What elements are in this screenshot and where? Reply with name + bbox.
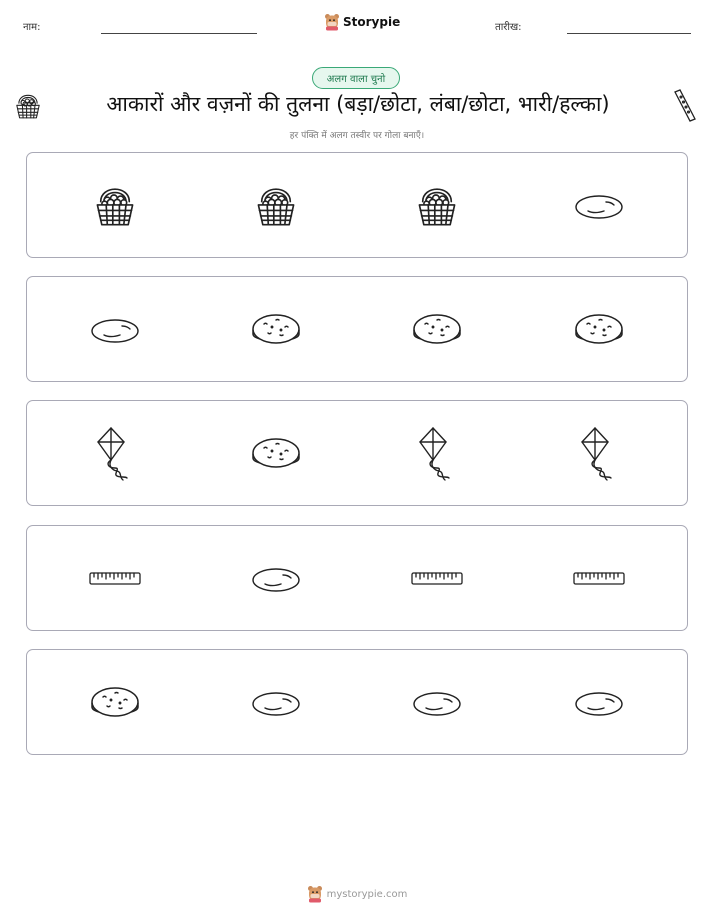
kite-icon <box>417 426 457 482</box>
brand-logo <box>324 13 400 31</box>
bear-mascot-icon <box>307 885 323 903</box>
worksheet-instructions: हर पंक्ति में अलग तस्वीर पर गोला बनाएँ। <box>289 131 425 141</box>
name-label: नाम: <box>23 22 41 33</box>
row-3-item-4[interactable] <box>549 401 649 507</box>
bread-icon <box>412 688 462 718</box>
basket-icon <box>93 181 137 231</box>
row-5-item-4[interactable] <box>549 650 649 756</box>
row-3-item-3[interactable] <box>387 401 487 507</box>
date-label: तारीख: <box>495 22 522 33</box>
row-1-item-3[interactable] <box>387 153 487 259</box>
name-line <box>101 33 257 34</box>
row-2-item-2[interactable] <box>226 277 326 383</box>
row-3-item-1[interactable] <box>65 401 165 507</box>
worksheet-row-1 <box>26 152 688 258</box>
worksheet-row-2 <box>26 276 688 382</box>
row-1-item-2[interactable] <box>226 153 326 259</box>
row-1-item-4[interactable] <box>549 153 649 259</box>
row-5-item-2[interactable] <box>226 650 326 756</box>
row-2-item-1[interactable] <box>65 277 165 383</box>
footer <box>0 885 714 903</box>
worksheet-title: आकारों और वज़नों की तुलना (बड़ा/छोटा, लंबा/छोटा, भारी/हल्का) <box>106 92 610 116</box>
activity-badge: अलग वाला चुनो <box>312 67 400 89</box>
date-line <box>567 33 691 34</box>
worksheet-row-3 <box>26 400 688 506</box>
ruler-icon <box>410 570 464 588</box>
basket-icon <box>254 181 298 231</box>
roti-icon <box>250 309 302 351</box>
brand-name: Storypie <box>343 15 401 29</box>
kite-icon <box>95 426 135 482</box>
roti-icon <box>89 682 141 724</box>
basket-icon <box>415 181 459 231</box>
flute-icon <box>672 88 698 124</box>
row-4-item-2[interactable] <box>226 526 326 632</box>
ruler-icon <box>572 570 626 588</box>
basket-icon <box>14 91 42 121</box>
roti-icon <box>411 309 463 351</box>
row-4-item-3[interactable] <box>387 526 487 632</box>
row-5-item-3[interactable] <box>387 650 487 756</box>
bread-icon <box>251 564 301 594</box>
bread-icon <box>90 315 140 345</box>
bear-mascot-icon <box>324 13 340 31</box>
worksheet-row-4 <box>26 525 688 631</box>
ruler-icon <box>88 570 142 588</box>
footer-url: mystorypie.com <box>326 888 408 900</box>
row-2-item-4[interactable] <box>549 277 649 383</box>
row-4-item-1[interactable] <box>65 526 165 632</box>
roti-icon <box>573 309 625 351</box>
row-1-item-1[interactable] <box>65 153 165 259</box>
worksheet-row-5 <box>26 649 688 755</box>
bread-icon <box>574 191 624 221</box>
row-4-item-4[interactable] <box>549 526 649 632</box>
row-2-item-3[interactable] <box>387 277 487 383</box>
bread-icon <box>251 688 301 718</box>
row-3-item-2[interactable] <box>226 401 326 507</box>
roti-icon <box>250 433 302 475</box>
bread-icon <box>574 688 624 718</box>
kite-icon <box>579 426 619 482</box>
row-5-item-1[interactable] <box>65 650 165 756</box>
